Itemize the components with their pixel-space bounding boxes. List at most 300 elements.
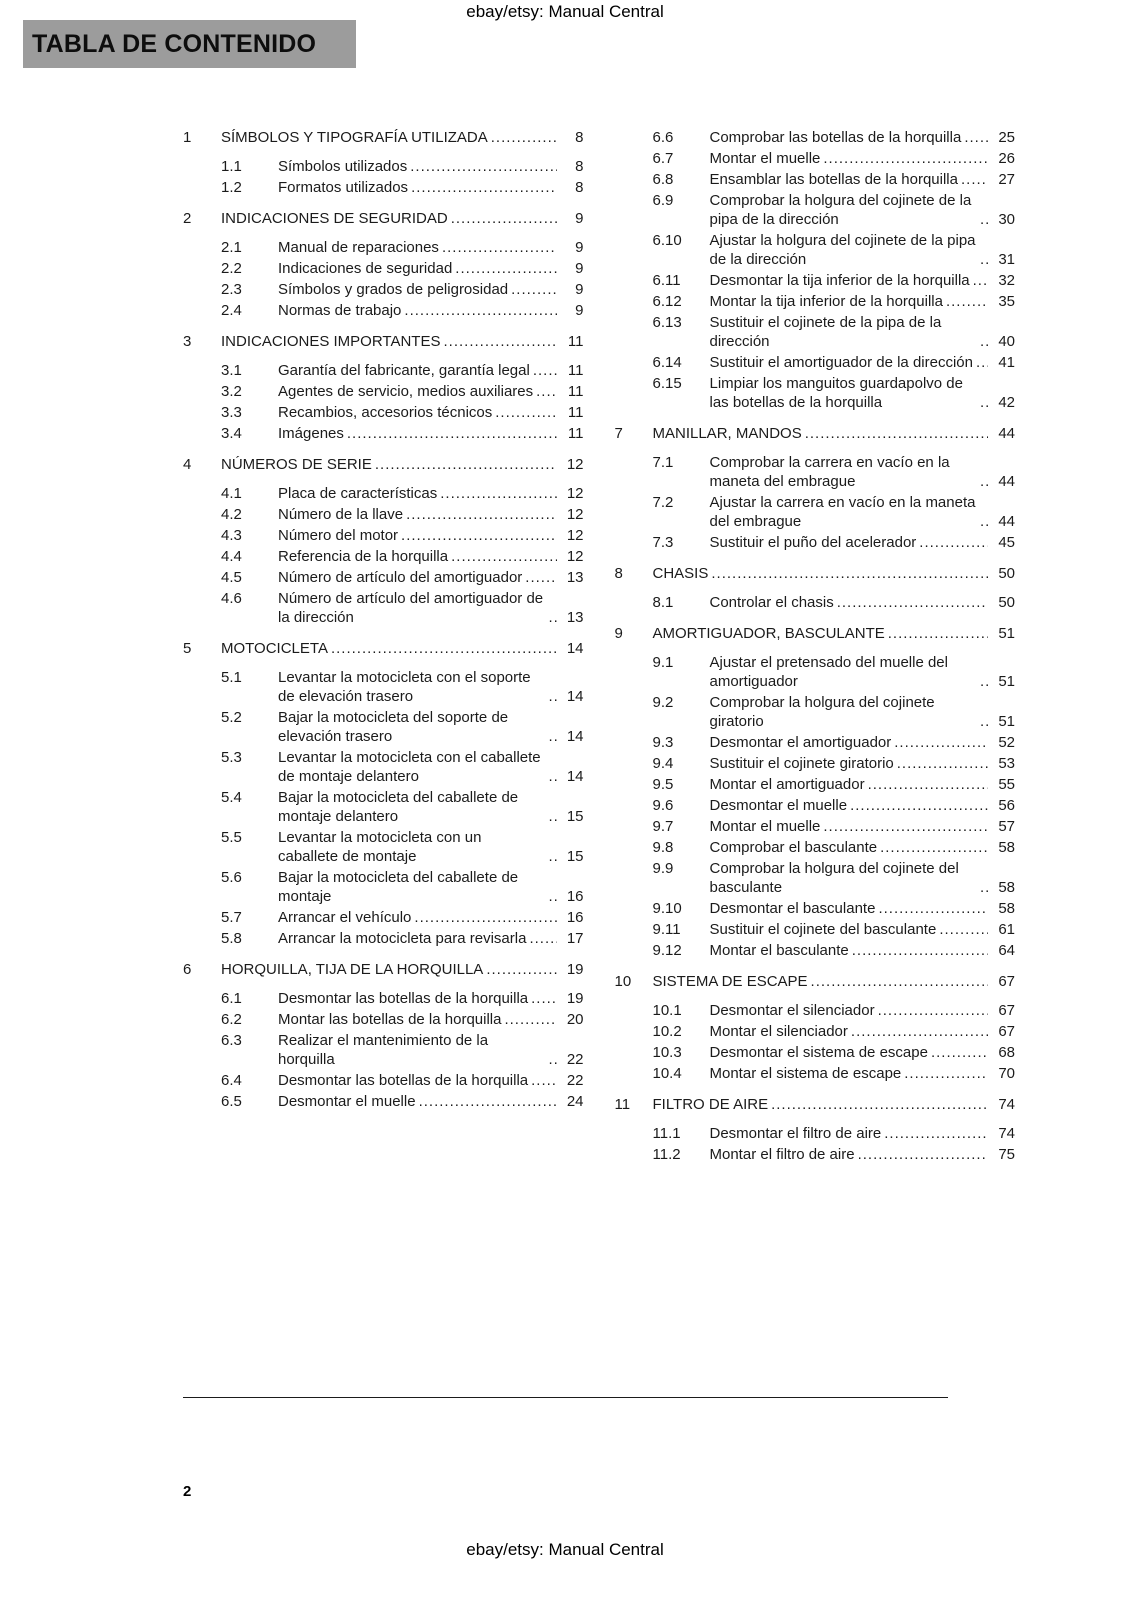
toc-entry-title: MOTOCICLETA xyxy=(221,640,328,657)
toc-entry-page: 12 xyxy=(566,456,584,473)
toc-leader-dots xyxy=(858,1145,988,1164)
toc-leader-dots xyxy=(443,332,556,351)
toc-entry-title: SISTEMA DE ESCAPE xyxy=(652,973,808,990)
toc-leader-dots xyxy=(531,1071,556,1090)
toc-entry-title: Número del motor xyxy=(278,527,399,544)
toc-entry-page: 44 xyxy=(998,513,1015,530)
toc-entry-title: Montar el muelle xyxy=(709,818,821,835)
toc-entry-number: 9.1 xyxy=(652,654,674,671)
toc-entry-number: 9.12 xyxy=(652,942,682,959)
toc-entry xyxy=(615,1064,1016,1083)
toc-entry-title: Montar el amortiguador xyxy=(709,776,865,793)
toc-entry-page: 14 xyxy=(566,688,584,705)
toc-entry xyxy=(183,547,584,566)
toc-leader-dots xyxy=(939,920,988,939)
toc-title-banner xyxy=(23,20,356,68)
toc-entry-title: Montar la tija inferior de la horquilla xyxy=(709,293,943,310)
toc-entry-number: 6.4 xyxy=(221,1072,242,1089)
toc-leader-dots xyxy=(837,593,988,612)
toc-entry-title: Comprobar la carrera en vacío en la maneta del embrague xyxy=(709,454,950,490)
toc-entry-page: 44 xyxy=(998,473,1015,490)
toc-entry-number: 1.2 xyxy=(221,179,242,196)
toc-leader-dots xyxy=(406,505,556,524)
toc-entry xyxy=(615,733,1016,752)
toc-leader-dots xyxy=(711,564,988,583)
toc-entry-number: 9.2 xyxy=(652,694,674,711)
toc-entry-number: 9.5 xyxy=(652,776,674,793)
toc-entry-title: Ajustar la holgura del cojinete de la pipa de la dirección xyxy=(709,232,976,268)
toc-leader-dots xyxy=(884,1124,988,1143)
toc-entry-page: 20 xyxy=(566,1011,584,1028)
toc-entry-title: Desmontar el muelle xyxy=(278,1093,416,1110)
toc-leader-dots xyxy=(851,1022,988,1041)
toc-entry-title: Ensamblar las botellas de la horquilla xyxy=(709,171,958,188)
toc-entry-title: Desmontar la tija inferior de la horquilla xyxy=(709,272,970,289)
toc-entry xyxy=(615,859,1016,897)
toc-entry-title: INDICACIONES DE SEGURIDAD xyxy=(221,210,448,227)
toc-entry-page: 15 xyxy=(566,808,584,825)
toc-entry xyxy=(615,292,1016,311)
toc-entry xyxy=(615,271,1016,290)
toc-leader-dots xyxy=(880,838,988,857)
toc-leader-dots xyxy=(878,899,988,918)
toc-leader-dots xyxy=(897,754,988,773)
toc-leader-dots xyxy=(964,128,988,147)
toc-entry-page: 35 xyxy=(998,293,1015,310)
toc-entry xyxy=(615,353,1016,372)
toc-entry-page: 24 xyxy=(566,1093,584,1110)
toc-leader-dots xyxy=(823,817,988,836)
toc-entry xyxy=(615,191,1016,229)
toc-entry xyxy=(183,280,584,299)
toc-leader-dots xyxy=(504,1010,556,1029)
toc-entry-page: 75 xyxy=(998,1146,1015,1163)
toc-entry xyxy=(183,1010,584,1029)
toc-leader-dots xyxy=(442,238,557,257)
toc-entry-page: 14 xyxy=(566,640,584,657)
toc-entry xyxy=(615,424,1016,443)
toc-entry-page: 25 xyxy=(998,129,1015,146)
toc-entry-number: 5.2 xyxy=(221,709,242,726)
toc-entry-title: Levantar la motocicleta con un caballete de montaje xyxy=(278,829,482,865)
toc-entry-page: 9 xyxy=(575,210,584,227)
toc-entry xyxy=(183,526,584,545)
toc-leader-dots xyxy=(414,908,556,927)
toc-entry-page: 27 xyxy=(998,171,1015,188)
toc-entry xyxy=(615,899,1016,918)
toc-entry-number: 3.2 xyxy=(221,383,242,400)
toc-entry-number: 5.4 xyxy=(221,789,242,806)
toc-entry xyxy=(615,533,1016,552)
toc-entry-title: Bajar la motocicleta del caballete de montaje xyxy=(278,869,519,905)
toc-entry-number: 6.3 xyxy=(221,1032,242,1049)
toc-entry-number: 6.13 xyxy=(652,314,682,331)
toc-entry-number: 6.9 xyxy=(652,192,674,209)
toc-entry xyxy=(615,1095,1016,1114)
toc-entry-page: 51 xyxy=(998,625,1015,642)
toc-entry-page: 26 xyxy=(998,150,1015,167)
toc-entry-number: 10.2 xyxy=(652,1023,682,1040)
toc-entry-page: 30 xyxy=(998,211,1015,228)
toc-entry-title: Sustituir el cojinete giratorio xyxy=(709,755,894,772)
toc-leader-dots xyxy=(931,1043,988,1062)
toc-entry-title: Realizar el mantenimiento de la horquilla xyxy=(278,1032,489,1068)
toc-entry-title: Comprobar la holgura del cojinete del basculante xyxy=(709,860,959,896)
toc-entry-title: Número de artículo del amortiguador de la dirección xyxy=(278,590,544,626)
toc-leader-dots xyxy=(451,547,556,566)
toc-entry-page: 8 xyxy=(575,129,584,146)
toc-entry-page: 12 xyxy=(566,527,584,544)
toc-entry-page: 55 xyxy=(998,776,1015,793)
toc-entry-page: 58 xyxy=(998,900,1015,917)
toc-entry-number: 5.6 xyxy=(221,869,242,886)
toc-entry-page: 16 xyxy=(566,888,584,905)
toc-entry xyxy=(183,238,584,257)
toc-entry-page: 12 xyxy=(566,506,584,523)
toc-entry-page: 9 xyxy=(575,239,584,256)
toc-entry-page: 19 xyxy=(566,990,584,1007)
toc-entry-number: 6.5 xyxy=(221,1093,242,1110)
toc-entry xyxy=(615,972,1016,991)
toc-entry-number: 3 xyxy=(183,333,192,350)
toc-entry xyxy=(615,593,1016,612)
toc-entry-title: Desmontar el filtro de aire xyxy=(709,1125,882,1142)
toc-entry-page: 11 xyxy=(567,404,584,421)
toc-entry xyxy=(183,639,584,658)
toc-entry-number: 5.1 xyxy=(221,669,242,686)
toc-entry-page: 17 xyxy=(566,930,584,947)
toc-entry-page: 14 xyxy=(566,728,584,745)
toc-entry-page: 68 xyxy=(998,1044,1015,1061)
toc-entry xyxy=(615,1001,1016,1020)
toc-entry xyxy=(183,1071,584,1090)
toc-entry-number: 11.1 xyxy=(652,1125,681,1142)
toc-entry-title: Símbolos y grados de peligrosidad xyxy=(278,281,509,298)
toc-entry-title: Levantar la motocicleta con el caballete de montaje delantero xyxy=(278,749,541,785)
toc-leader-dots xyxy=(878,1001,988,1020)
toc-leader-dots xyxy=(531,989,556,1008)
toc-entry-page: 74 xyxy=(998,1125,1015,1142)
toc-entry-title: Montar el filtro de aire xyxy=(709,1146,855,1163)
toc-entry-page: 74 xyxy=(998,1096,1015,1113)
toc-entry-title: INDICACIONES IMPORTANTES xyxy=(221,333,441,350)
toc-entry xyxy=(615,653,1016,691)
toc-entry-title: Bajar la motocicleta del soporte de elevación trasero xyxy=(278,709,509,745)
toc-entry-number: 11 xyxy=(614,1096,631,1113)
toc-entry xyxy=(615,1022,1016,1041)
toc-entry xyxy=(183,424,584,443)
toc-entry xyxy=(615,1124,1016,1143)
toc-leader-dots xyxy=(549,687,557,706)
toc-entry-title: Limpiar los manguitos guardapolvo de las botellas de la horquilla xyxy=(709,375,963,411)
toc-entry-number: 4.5 xyxy=(221,569,242,586)
toc-entry xyxy=(183,259,584,278)
toc-entry-number: 10 xyxy=(614,973,632,990)
toc-entry-number: 10.4 xyxy=(652,1065,682,1082)
toc-entry xyxy=(615,838,1016,857)
toc-entry-number: 7.3 xyxy=(652,534,674,551)
toc-leader-dots xyxy=(771,1095,988,1114)
toc-entry xyxy=(183,668,584,706)
toc-entry xyxy=(615,128,1016,147)
toc-entry xyxy=(183,589,584,627)
toc-entry-page: 22 xyxy=(566,1072,584,1089)
toc-entry-page: 58 xyxy=(998,879,1015,896)
toc-leader-dots xyxy=(549,727,557,746)
toc-entry xyxy=(615,796,1016,815)
toc-entry-number: 5.5 xyxy=(221,829,242,846)
toc-entry xyxy=(183,157,584,176)
toc-leader-dots xyxy=(533,361,557,380)
toc-entry-page: 67 xyxy=(998,973,1015,990)
toc-leader-dots xyxy=(331,639,557,658)
toc-leader-dots xyxy=(850,796,988,815)
toc-entry-number: 9.6 xyxy=(652,797,674,814)
toc-entry-title: HORQUILLA, TIJA DE LA HORQUILLA xyxy=(221,961,484,978)
toc-entry xyxy=(615,817,1016,836)
toc-entry-title: Sustituir el cojinete de la pipa de la dirección xyxy=(709,314,942,350)
toc-entry xyxy=(615,624,1016,643)
toc-entry-page: 42 xyxy=(998,394,1015,411)
toc-leader-dots xyxy=(486,960,556,979)
toc-entry-page: 51 xyxy=(998,713,1015,730)
toc-entry-page: 56 xyxy=(998,797,1015,814)
toc-entry-title: Desmontar el silenciador xyxy=(709,1002,875,1019)
toc-entry xyxy=(183,301,584,320)
toc-entry-title: Montar el silenciador xyxy=(709,1023,848,1040)
toc-entry-page: 58 xyxy=(998,839,1015,856)
toc-entry xyxy=(183,455,584,474)
toc-entry-page: 52 xyxy=(998,734,1015,751)
toc-entry-number: 9.3 xyxy=(652,734,674,751)
toc-entry-number: 3.4 xyxy=(221,425,242,442)
toc-entry xyxy=(615,920,1016,939)
toc-entry xyxy=(615,754,1016,773)
toc-entry-page: 70 xyxy=(998,1065,1015,1082)
toc-entry-title: Indicaciones de seguridad xyxy=(278,260,453,277)
toc-entry xyxy=(183,178,584,197)
toc-entry-number: 4.3 xyxy=(221,527,242,544)
toc-entry-page: 50 xyxy=(998,565,1015,582)
toc-entry-number: 10.3 xyxy=(652,1044,682,1061)
toc-entry-number: 8 xyxy=(614,565,623,582)
toc-entry xyxy=(183,128,584,147)
toc-entry-number: 9.4 xyxy=(652,755,674,772)
toc-entry-page: 16 xyxy=(566,909,584,926)
toc-entry-page: 51 xyxy=(998,673,1015,690)
toc-entry-title: Sustituir el amortiguador de la dirección xyxy=(709,354,973,371)
bottom-watermark: ebay/etsy: Manual Central xyxy=(466,1540,664,1559)
toc-entry-number: 2.2 xyxy=(221,260,242,277)
toc-entry-number: 9 xyxy=(614,625,623,642)
toc-entry-number: 5.3 xyxy=(221,749,242,766)
toc-leader-dots xyxy=(980,672,988,691)
toc-entry-number: 11.2 xyxy=(652,1146,681,1163)
toc-entry-number: 2.1 xyxy=(221,239,242,256)
toc-entry-page: 12 xyxy=(566,548,584,565)
toc-entry-number: 4 xyxy=(183,456,192,473)
toc-entry-page: 67 xyxy=(998,1002,1015,1019)
toc-entry-page: 11 xyxy=(567,362,584,379)
toc-leader-dots xyxy=(973,271,988,290)
toc-entry-title: Normas de trabajo xyxy=(278,302,402,319)
toc-entry-page: 11 xyxy=(567,333,584,350)
toc-entry-title: Controlar el chasis xyxy=(709,594,834,611)
toc-entry xyxy=(183,568,584,587)
toc-leader-dots xyxy=(976,353,988,372)
toc-entry-page: 67 xyxy=(998,1023,1015,1040)
toc-entry xyxy=(615,775,1016,794)
toc-leader-dots xyxy=(411,178,556,197)
toc-entry-title: Garantía del fabricante, garantía legal xyxy=(278,362,530,379)
toc-entry-number: 9.10 xyxy=(652,900,682,917)
toc-entry-title: Número de artículo del amortiguador xyxy=(278,569,523,586)
page-number: 2 xyxy=(183,1483,192,1500)
toc-leader-dots xyxy=(980,512,988,531)
toc-entry xyxy=(183,960,584,979)
toc-entry-title: Levantar la motocicleta con el soporte de elevación trasero xyxy=(278,669,531,705)
toc-entry-title: Desmontar las botellas de la horquilla xyxy=(278,1072,529,1089)
toc-leader-dots xyxy=(980,472,988,491)
toc-entry-title: Imágenes xyxy=(278,425,344,442)
toc-entry-title: MANILLAR, MANDOS xyxy=(652,425,802,442)
toc-entry-number: 6.2 xyxy=(221,1011,242,1028)
toc-entry-title: Comprobar el basculante xyxy=(709,839,878,856)
toc-entry-number: 9.11 xyxy=(652,921,681,938)
toc-leader-dots xyxy=(961,170,988,189)
toc-entry-number: 6.14 xyxy=(652,354,682,371)
toc-entry-number: 4.1 xyxy=(221,485,242,502)
toc-entry-number: 6.10 xyxy=(652,232,682,249)
toc-leader-dots xyxy=(404,301,556,320)
toc-entry xyxy=(615,231,1016,269)
toc-entry xyxy=(615,170,1016,189)
toc-entry-page: 45 xyxy=(998,534,1015,551)
toc-entry-title: Manual de reparaciones xyxy=(278,239,439,256)
toc-entry-page: 9 xyxy=(575,281,584,298)
toc-entry-page: 53 xyxy=(998,755,1015,772)
toc-entry-number: 6.11 xyxy=(652,272,681,289)
toc-entry xyxy=(183,505,584,524)
toc-entry-title: NÚMEROS DE SERIE xyxy=(221,456,372,473)
toc-entry-title: Montar las botellas de la horquilla xyxy=(278,1011,502,1028)
toc-entry xyxy=(615,1145,1016,1164)
toc-entry-number: 5.7 xyxy=(221,909,242,926)
toc-leader-dots xyxy=(511,280,556,299)
toc-entry-title: Bajar la motocicleta del caballete de montaje delantero xyxy=(278,789,519,825)
toc-entry xyxy=(183,1031,584,1069)
toc-entry-page: 32 xyxy=(998,272,1015,289)
toc-entry xyxy=(183,748,584,786)
toc-entry xyxy=(615,453,1016,491)
toc-entry xyxy=(183,908,584,927)
toc-entry xyxy=(615,313,1016,351)
toc-entry xyxy=(615,941,1016,960)
toc-entry xyxy=(183,929,584,948)
toc-entry-title: Sustituir el cojinete del basculante xyxy=(709,921,937,938)
toc-entry-page: 11 xyxy=(567,425,584,442)
toc-entry-page: 13 xyxy=(566,609,584,626)
toc-entry-title: Agentes de servicio, medios auxiliares xyxy=(278,383,534,400)
toc-leader-dots xyxy=(919,533,988,552)
toc-entry xyxy=(183,361,584,380)
toc-entry-page: 41 xyxy=(998,354,1015,371)
toc-entry xyxy=(183,209,584,228)
toc-leader-dots xyxy=(980,332,988,351)
toc-entry xyxy=(615,1043,1016,1062)
toc-entry-number: 2.4 xyxy=(221,302,242,319)
toc-leader-dots xyxy=(549,608,557,627)
toc-leader-dots xyxy=(549,1050,557,1069)
toc-entry-page: 9 xyxy=(575,302,584,319)
toc-leader-dots xyxy=(888,624,988,643)
toc-entry-page: 57 xyxy=(998,818,1015,835)
toc-entry-number: 10.1 xyxy=(652,1002,682,1019)
toc-entry-number: 6.8 xyxy=(652,171,674,188)
toc-entry-number: 4.6 xyxy=(221,590,242,607)
toc-entry-number: 2.3 xyxy=(221,281,242,298)
toc-entry xyxy=(183,1092,584,1111)
toc-entry-page: 61 xyxy=(998,921,1015,938)
toc-entry-title: Formatos utilizados xyxy=(278,179,409,196)
toc-entry-number: 4.4 xyxy=(221,548,242,565)
toc-entry xyxy=(615,564,1016,583)
toc-leader-dots xyxy=(811,972,988,991)
toc-leader-dots xyxy=(980,210,988,229)
toc-entry-title: Montar el muelle xyxy=(709,150,821,167)
toc-entry-title: Desmontar el sistema de escape xyxy=(709,1044,928,1061)
toc-leader-dots xyxy=(401,526,556,545)
toc-entry-number: 9.8 xyxy=(652,839,674,856)
toc-leader-dots xyxy=(805,424,988,443)
toc-entry-number: 6.12 xyxy=(652,293,682,310)
toc-leader-dots xyxy=(868,775,988,794)
toc-entry-page: 50 xyxy=(998,594,1015,611)
toc-entry-title: CHASIS xyxy=(652,565,709,582)
toc-entry-title: Comprobar las botellas de la horquilla xyxy=(709,129,962,146)
toc-entry-title: Desmontar el amortiguador xyxy=(709,734,892,751)
toc-leader-dots xyxy=(536,382,556,401)
toc-entry-number: 6 xyxy=(183,961,192,978)
toc-entry-number: 7 xyxy=(614,425,623,442)
toc-entry-number: 6.1 xyxy=(221,990,242,1007)
toc-entry-number: 9.9 xyxy=(652,860,674,877)
toc-entry-title: Ajustar el pretensado del muelle del amortiguador xyxy=(709,654,948,690)
toc-entry-title: Arrancar la motocicleta para revisarla xyxy=(278,930,527,947)
toc-leader-dots xyxy=(549,887,557,906)
toc-leader-dots xyxy=(549,847,557,866)
toc-entry-number: 1 xyxy=(183,129,192,146)
toc-entry-number: 4.2 xyxy=(221,506,242,523)
toc-leader-dots xyxy=(410,157,556,176)
toc-entry-title: Montar el sistema de escape xyxy=(709,1065,902,1082)
toc-entry-title: Comprobar la holgura del cojinete giratorio xyxy=(709,694,935,730)
top-watermark: ebay/etsy: Manual Central xyxy=(466,2,664,21)
toc-entry-page: 13 xyxy=(566,569,584,586)
toc-entry xyxy=(183,868,584,906)
toc-entry-title: SÍMBOLOS Y TIPOGRAFÍA UTILIZADA xyxy=(221,129,488,146)
toc-entry-number: 1.1 xyxy=(221,158,242,175)
toc-entry-title: Sustituir el puño del acelerador xyxy=(709,534,917,551)
toc-entry-number: 6.6 xyxy=(652,129,674,146)
toc-entry-page: 44 xyxy=(998,425,1015,442)
toc-entry-title: Montar el basculante xyxy=(709,942,849,959)
footer-divider xyxy=(183,1397,948,1398)
toc-entry-number: 9.7 xyxy=(652,818,674,835)
toc-leader-dots xyxy=(946,292,988,311)
toc-entry-page: 40 xyxy=(998,333,1015,350)
toc-leader-dots xyxy=(980,250,988,269)
